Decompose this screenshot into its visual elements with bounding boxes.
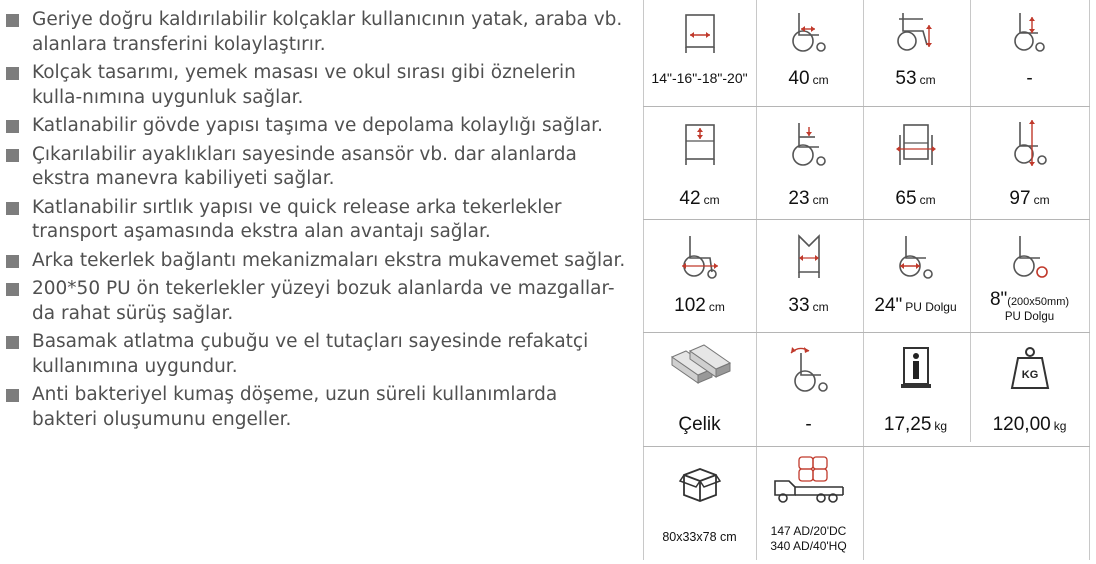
feature-item: Katlanabilir sırtlık yapısı ve quick release arka tekerlekler transport aşamasında ekstra alan avantajı sağlar.	[6, 196, 626, 245]
spec-frame-material	[647, 334, 752, 444]
spec-value: 65	[895, 188, 917, 209]
feature-item: Arka tekerlek bağlantı mekanizmaları ekstra mukavemet sağlar.	[6, 249, 626, 274]
armrest-icon	[787, 119, 831, 167]
spec-total-width	[863, 108, 968, 218]
spec-unit: (200x50mm)	[1007, 296, 1070, 308]
spec-unit: cm	[703, 193, 720, 207]
spec-total-height	[970, 108, 1089, 218]
spec-value: 8"	[989, 289, 1008, 310]
total-height-icon	[1010, 118, 1050, 168]
package-box-icon	[678, 463, 722, 503]
square-bullet-icon	[6, 202, 19, 215]
spec-armrest-height	[970, 0, 1089, 104]
spec-value: 102	[674, 295, 706, 316]
spec-package-size	[647, 448, 752, 560]
spec-value: 42	[679, 188, 701, 209]
spec-total-length	[647, 221, 752, 331]
backrest-fold-icon	[785, 343, 833, 393]
seat-depth-icon	[680, 119, 720, 167]
weight-label: KG	[1021, 369, 1038, 381]
feature-item: Basamak atlatma çubuğu ve el tutaçları sayesinde refakatçi kullanımına uygundur.	[6, 330, 626, 379]
spec-unit: cm	[1033, 193, 1050, 207]
square-bullet-icon	[6, 67, 19, 80]
spec-value: 24"	[874, 295, 903, 316]
max-load-icon	[1010, 346, 1050, 390]
spec-value: 120,00	[992, 414, 1051, 435]
spec-unit: kg	[1053, 419, 1067, 433]
spec-seat-depth	[647, 108, 752, 218]
spec-rear-wheel	[863, 221, 968, 331]
square-bullet-icon	[6, 389, 19, 402]
feature-item: Katlanabilir gövde yapısı taşıma ve depolama kolaylığı sağlar.	[6, 114, 626, 139]
square-bullet-icon	[6, 255, 19, 268]
folded-width-icon	[791, 232, 827, 280]
spec-net-weight	[863, 334, 968, 444]
front-wheel-icon	[1008, 232, 1052, 280]
spec-seat-length	[863, 0, 968, 104]
spec-value: 97	[1009, 188, 1031, 209]
spec-seat-width	[647, 0, 752, 104]
spec-value: Çelik	[678, 414, 721, 435]
spec-unit: cm	[812, 73, 829, 87]
steel-profile-icon	[668, 345, 732, 391]
spec-value: 33	[788, 295, 810, 316]
spec-max-load	[970, 334, 1089, 444]
feature-list	[6, 8, 626, 436]
spec-unit: PU Dolgu	[905, 300, 957, 314]
seat-width-icon	[680, 9, 720, 53]
spec-front-wheel	[970, 221, 1089, 331]
spec-value: -	[805, 414, 812, 435]
spec-value: 40	[788, 68, 810, 89]
spec-unit: cm	[812, 193, 829, 207]
square-bullet-icon	[6, 336, 19, 349]
spec-value: 17,25	[883, 414, 932, 435]
square-bullet-icon	[6, 14, 19, 27]
square-bullet-icon	[6, 149, 19, 162]
spec-grid	[643, 0, 1091, 560]
spec-armrest	[756, 108, 861, 218]
spec-seat-height	[756, 0, 861, 104]
square-bullet-icon	[6, 120, 19, 133]
total-length-icon	[678, 232, 722, 280]
spec-unit: cm	[708, 300, 725, 314]
total-width-icon	[894, 119, 938, 167]
square-bullet-icon	[6, 283, 19, 296]
spec-value: 14"-16"-18"-20"	[651, 70, 748, 86]
spec-value: 80x33x78 cm	[662, 530, 737, 544]
spec-backrest-fold	[756, 334, 861, 444]
feature-item: Kolçak tasarımı, yemek masası ve okul sırası gibi öznelerin kulla-nımına uygunluk sağlar.	[6, 61, 626, 110]
seat-length-icon	[893, 9, 939, 53]
feature-item: 200*50 PU ön tekerlekler yüzeyi bozuk alanlarda ve mazgallar-da rahat sürüş sağlar.	[6, 277, 626, 326]
spec-unit: kg	[934, 419, 948, 433]
armrest-height-icon	[1010, 9, 1050, 53]
spec-value: -	[1026, 68, 1033, 89]
spec-value: 147 AD/20'DC	[770, 524, 847, 538]
spec-unit: cm	[919, 193, 936, 207]
spec-folded-width	[756, 221, 861, 331]
net-weight-icon	[898, 344, 934, 392]
feature-item: Çıkarılabilir ayaklıkları sayesinde asansör vb. dar alanlarda ekstra manevra kabiliyeti sağlar.	[6, 143, 626, 192]
spec-value: 23	[788, 188, 810, 209]
spec-value: 53	[895, 68, 917, 89]
spec-unit-2: PU Dolgu	[1004, 311, 1055, 323]
spec-unit: cm	[919, 73, 936, 87]
seat-height-icon	[787, 9, 831, 53]
rear-wheel-icon	[894, 232, 938, 280]
feature-item: Geriye doğru kaldırılabilir kolçaklar kullanıcının yatak, araba vb. alanlara transferini kolaylaştırır.	[6, 8, 626, 57]
spec-container-capacity	[756, 448, 861, 560]
spec-value-2: 340 AD/40'HQ	[770, 539, 847, 553]
spec-unit: cm	[812, 300, 829, 314]
feature-item: Anti bakteriyel kumaş döşeme, uzun süreli kullanımlarda bakteri oluşumunu engeller.	[6, 383, 626, 432]
truck-container-icon	[771, 455, 847, 505]
